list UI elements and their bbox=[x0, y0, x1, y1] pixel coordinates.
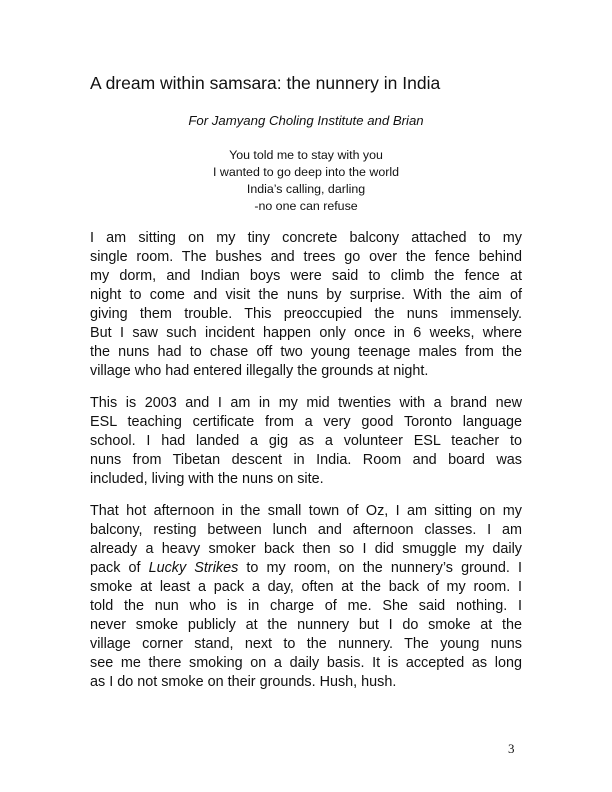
paragraph-line: school. I had landed a gig as a volunteer ESL teacher to bbox=[90, 433, 522, 449]
paragraph-line: nuns from Tibetan descent in India. Room and board was bbox=[90, 452, 522, 468]
paragraph-line: ESL teaching certificate from a very good Toronto language bbox=[90, 414, 522, 430]
paragraph-line: my dorm, and Indian boys were said to climb the fence at bbox=[90, 268, 522, 284]
paragraph-line: giving them trouble. This preoccupied the nuns immensely. bbox=[90, 306, 522, 322]
paragraph-line: told the nun who is in charge of me. She said nothing. I bbox=[90, 598, 522, 614]
paragraph-line: smoke at least a pack a day, often at the back of my room. I bbox=[90, 579, 522, 595]
paragraph-line-with-italic bbox=[90, 559, 522, 578]
page-title: A dream within samsara: the nunnery in India bbox=[90, 73, 441, 93]
paragraph-line: That hot afternoon in the small town of Oz, I am sitting on my bbox=[90, 503, 522, 519]
paragraph-line: balcony, resting between lunch and afternoon classes. I am bbox=[90, 522, 522, 538]
paragraph-line: included, living with the nuns on site. bbox=[90, 471, 324, 487]
epigraph bbox=[90, 147, 522, 215]
paragraph-line: as I do not smoke on their grounds. Hush, hush. bbox=[90, 674, 397, 690]
paragraph-balcony bbox=[90, 229, 522, 381]
cigarette-brand-italic: Lucky Strikes bbox=[148, 560, 239, 576]
text-fragment: to my room, on the nunnery’s ground. I bbox=[238, 560, 522, 576]
paragraph-line: village corner stand, next to the nunnery. The young nuns bbox=[90, 636, 522, 652]
text-fragment: pack of bbox=[90, 560, 149, 576]
epigraph-line: I wanted to go deep into the world bbox=[213, 165, 399, 179]
paragraph-2003 bbox=[90, 394, 522, 489]
dedication: For Jamyang Choling Institute and Brian bbox=[188, 113, 424, 128]
epigraph-line: India’s calling, darling bbox=[246, 182, 366, 196]
paragraph-line: single room. The bushes and trees go over the fence behind bbox=[90, 249, 522, 265]
paragraph-line: the nuns had to chase off two young teenage males from the bbox=[90, 344, 522, 360]
paragraph-line: I am sitting on my tiny concrete balcony attached to my bbox=[90, 230, 522, 246]
paragraph-line: night to come and visit the nuns by surprise. With the aim of bbox=[90, 287, 522, 303]
paragraph-line: This is 2003 and I am in my mid twenties with a brand new bbox=[90, 395, 522, 411]
paragraph-afternoon bbox=[90, 502, 522, 692]
page-number: 3 bbox=[508, 741, 515, 756]
paragraph-line: But I saw such incident happen only once in 6 weeks, where bbox=[90, 325, 522, 341]
epigraph-line: You told me to stay with you bbox=[229, 148, 383, 162]
paragraph-line: already a heavy smoker back then so I did smuggle my daily bbox=[90, 541, 522, 557]
epigraph-line: -no one can refuse bbox=[254, 199, 358, 213]
paragraph-line: never smoke publicly at the nunnery but I do smoke at the bbox=[90, 617, 522, 633]
paragraph-line: village who had entered illegally the grounds at night. bbox=[90, 363, 429, 379]
paragraph-line: see me there smoking on a daily basis. It is accepted as long bbox=[90, 655, 522, 671]
